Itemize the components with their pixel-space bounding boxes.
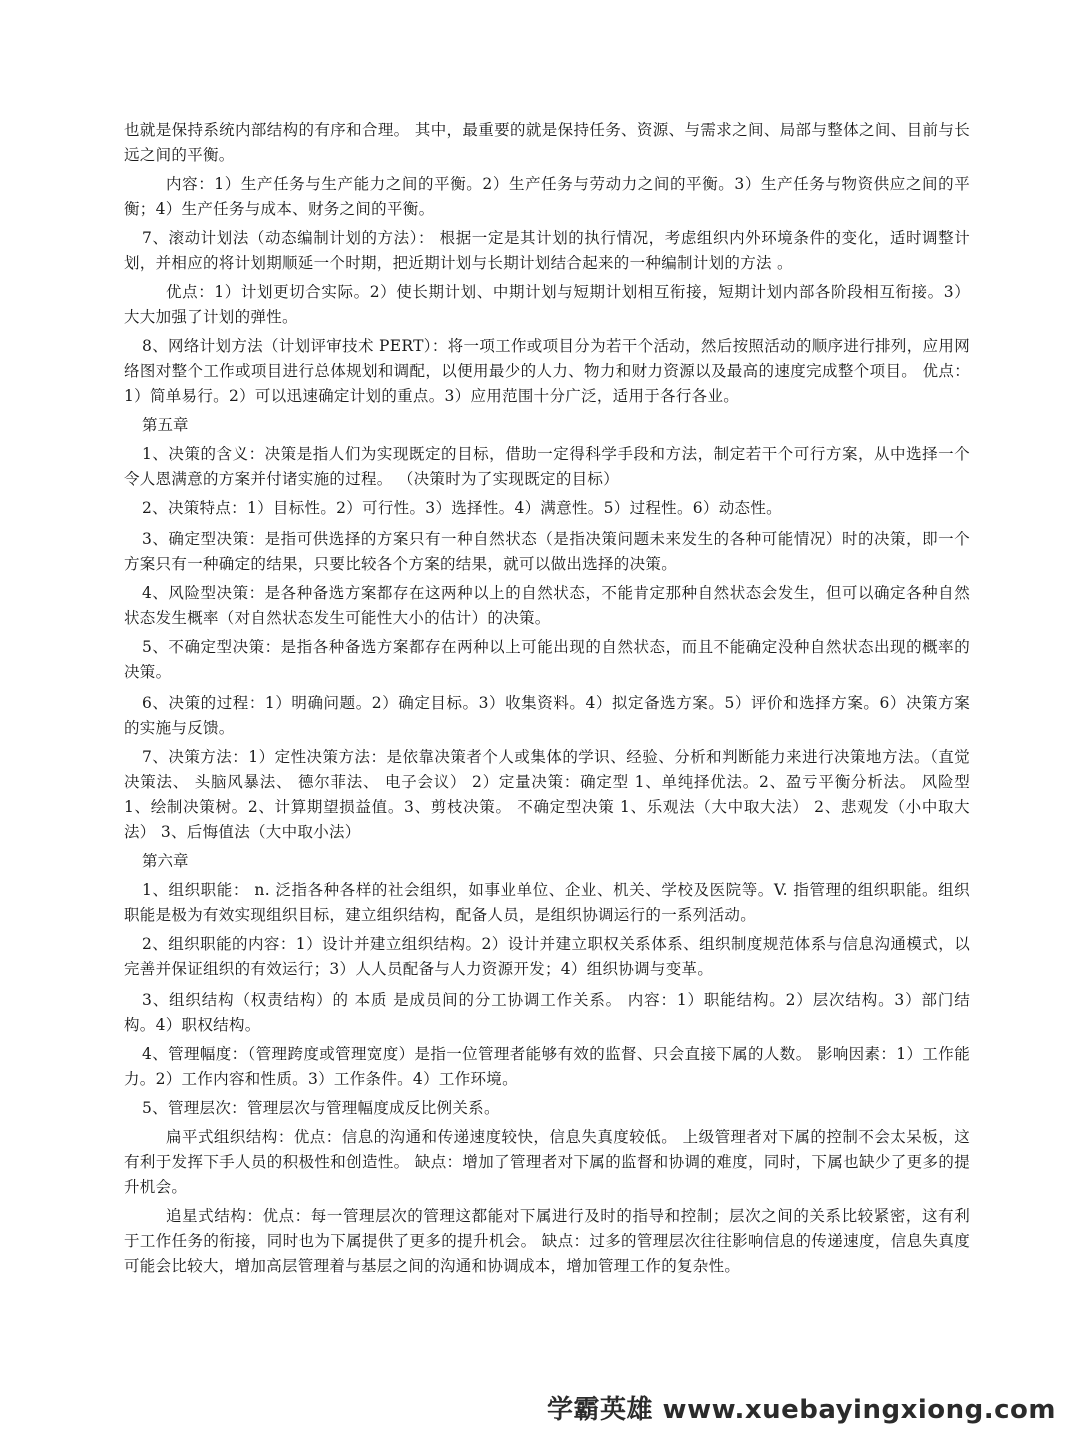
paragraph: 3、确定型决策：是指可供选择的方案只有一种自然状态（是指决策问题未来发生的各种可能情况）时的决策，即一个方案只有一种确定的结果，只要比较各个方案的结果，就可以做出选择的决策。 — [124, 530, 970, 573]
document-body — [124, 118, 970, 1283]
paragraph: 2、组织职能的内容：1）设计并建立组织结构。2）设计并建立职权关系体系、组织制度规范体系与信息沟通模式，以完善并保证组织的有效运行；3）人人员配备与人力资源开发；4）组织协调与变革。 — [124, 935, 970, 978]
paragraph: 5、不确定型决策：是指各种备选方案都存在两种以上可能出现的自然状态，而且不能确定没种自然状态出现的概率的决策。 — [124, 638, 970, 681]
chapter-heading: 第五章 — [142, 416, 189, 434]
paragraph: 4、管理幅度：（管理跨度或管理宽度）是指一位管理者能够有效的监督、只会直接下属的人数。 影响因素：1）工作能力。2）工作内容和性质。3）工作条件。4）工作环境。 — [124, 1045, 970, 1088]
paragraph: 1、决策的含义：决策是指人们为实现既定的目标，借助一定得科学手段和方法，制定若干个可行方案，从中选择一个令人恩满意的方案并付诸实施的过程。 （决策时为了实现既定的目标） — [124, 445, 970, 488]
paragraph: 4、风险型决策：是各种备选方案都存在这两种以上的自然状态，不能肯定那种自然状态会发生，但可以确定各种自然状态发生概率（对自然状态发生可能性大小的估计）的决策。 — [124, 584, 970, 627]
paragraph: 3、组织结构（权责结构）的 本质 是成员间的分工协调工作关系。 内容：1）职能结构。2）层次结构。3）部门结构。4）职权结构。 — [124, 991, 970, 1034]
paragraph: 6、决策的过程：1）明确问题。2）确定目标。3）收集资料。4）拟定备选方案。5）评价和选择方案。6）决策方案的实施与反馈。 — [124, 694, 970, 737]
paragraph: 7、决策方法：1）定性决策方法：是依靠决策者个人或集体的学识、经验、分析和判断能力来进行决策地方法。（直觉决策法、 头脑风暴法、 德尔菲法、 电子会议） 2）定量决策：确定型 1、单纯择优法。2、盈亏平衡分析法。 风险型 1、绘制决策树。2、计算期望损益值。3、剪枝决策。 不确定型决策 1、乐观法（大中取大法） 2、悲观发（小中取大法） 3、后悔值法（大中取小法） — [124, 748, 970, 841]
paragraph: 1、组织职能： n. 泛指各种各样的社会组织，如事业单位、企业、机关、学校及医院等。V. 指管理的组织职能。组织职能是极为有效实现组织目标，建立组织结构，配备人员，是组织协调运行的一系列活动。 — [124, 881, 970, 924]
paragraph: 内容：1）生产任务与生产能力之间的平衡。2）生产任务与劳动力之间的平衡。3）生产任务与物资供应之间的平衡；4）生产任务与成本、财务之间的平衡。 — [124, 175, 970, 218]
paragraph: 优点：1）计划更切合实际。2）使长期计划、中期计划与短期计划相互衔接，短期计划内部各阶段相互衔接。3）大大加强了计划的弹性。 — [124, 283, 970, 326]
paragraph: 也就是保持系统内部结构的有序和合理。 其中，最重要的就是保持任务、资源、与需求之间、局部与整体之间、目前与长远之间的平衡。 — [124, 121, 970, 164]
paragraph: 5、管理层次：管理层次与管理幅度成反比例关系。 — [142, 1099, 500, 1117]
paragraph: 追星式结构：优点：每一管理层次的管理这都能对下属进行及时的指导和控制；层次之间的关系比较紧密，这有利于工作任务的衔接，同时也为下属提供了更多的提升机会。 缺点：过多的管理层次往往影响信息的传递速度，信息失真度可能会比较大，增加高层管理着与基层之间的沟通和协调成本，增加管理工作的复杂性。 — [124, 1207, 970, 1275]
paragraph: 7、滚动计划法（动态编制计划的方法）： 根据一定是其计划的执行情况，考虑组织内外环境条件的变化，适时调整计划，并相应的将计划期顺延一个时期，把近期计划与长期计划结合起来的一种编制计划的方法 。 — [124, 229, 970, 272]
site-watermark: 学霸英雄 www.xuebayingxiong.com — [547, 1395, 1056, 1425]
paragraph: 扁平式组织结构：优点：信息的沟通和传递速度较快，信息失真度较低。 上级管理者对下属的控制不会太呆板，这有利于发挥下手人员的积极性和创造性。 缺点：增加了管理者对下属的监督和协调的难度，同时，下属也缺少了更多的提升机会。 — [124, 1128, 970, 1196]
paragraph: 2、决策特点：1）目标性。2）可行性。3）选择性。4）满意性。5）过程性。6）动态性。 — [142, 499, 782, 517]
paragraph: 8、网络计划方法（计划评审技术 PERT）：将一项工作或项目分为若干个活动，然后按照活动的顺序进行排列，应用网络图对整个工作或项目进行总体规划和调配，以便用最少的人力、物力和财力资源以及最高的速度完成整个项目。 优点：1）简单易行。2）可以迅速确定计划的重点。3）应用范围十分广泛，适用于各行各业。 — [124, 337, 970, 405]
chapter-heading: 第六章 — [142, 852, 189, 870]
